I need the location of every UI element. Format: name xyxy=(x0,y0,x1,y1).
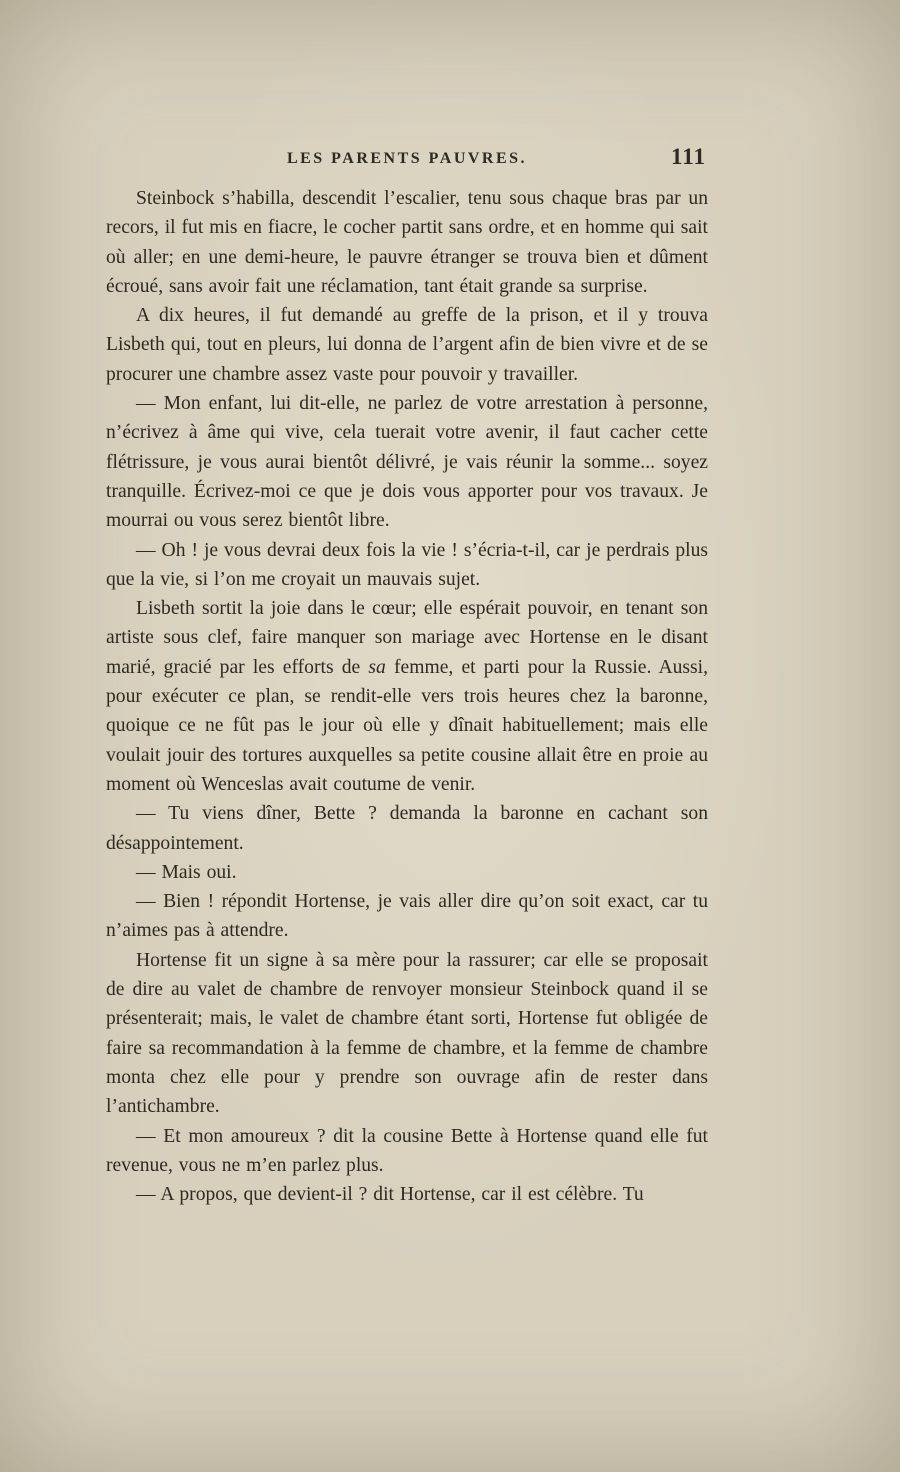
paragraph xyxy=(106,858,708,887)
page-number: 111 xyxy=(671,144,706,169)
text-run: femme, et parti pour la Russie. Aussi, pour exécuter ce plan, se rendit-elle vers trois heures chez la baronne, quoique ce ne fût pas le jour où elle y dînait habituellement; mais elle voulait jouir des tortures auxquelles sa petite cousine allait être en proie au moment où Wenceslas avait coutume de venir. xyxy=(106,656,708,795)
text-block xyxy=(106,184,708,1209)
text-run: A dix heures, il fut demandé au greffe de la prison, et il y trouva Lisbeth qui, tout en pleurs, lui donna de l’argent afin de bien vivre et de se procurer une chambre assez vaste pour pouvoir y travailler. xyxy=(106,305,708,385)
paragraph xyxy=(106,301,708,389)
book-page xyxy=(106,144,708,1209)
paragraph xyxy=(106,887,708,946)
text-run: Hortense fit un signe à sa mère pour la rassurer; car elle se proposait de dire au valet de chambre de renvoyer monsieur Steinbock quand il se présenterait; mais, le valet de chambre étant sorti, Hortense fut obligée de faire sa recommandation à la femme de chambre, et la femme de chambre monta chez elle pour y prendre son ouvrage afin de rester dans l’antichambre. xyxy=(106,949,708,1118)
text-run: Lisbeth sortit la joie dans le cœur; elle espérait pouvoir, en tenant son artiste sous clef, faire manquer son mariage avec Hortense en le disant marié, gracié par les efforts de xyxy=(106,598,708,678)
text-run: — A propos, que devient-il ? dit Hortense, car il est célèbre. Tu xyxy=(136,1184,644,1206)
page-header xyxy=(106,144,708,178)
paragraph xyxy=(106,184,708,301)
paragraph xyxy=(106,536,708,595)
paragraph xyxy=(106,799,708,858)
text-run: — Mon enfant, lui dit-elle, ne parlez de votre arrestation à personne, n’écrivez à âme qui vive, cela tuerait votre avenir, il faut cacher cette flétrissure, je vous aurai bientôt délivré, je vais réunir la somme... soyez tranquille. Écrivez-moi ce que je dois vous apporter pour vos travaux. Je mourrai ou vous serez bientôt libre. xyxy=(106,393,708,532)
italic-run: sa xyxy=(368,656,386,678)
paragraph xyxy=(106,1180,708,1209)
paragraph xyxy=(106,389,708,535)
paragraph xyxy=(106,594,708,799)
paragraph xyxy=(106,946,708,1122)
text-run: — Mais oui. xyxy=(136,861,237,883)
text-run: — Oh ! je vous devrai deux fois la vie ! s’écria-t-il, car je perdrais plus que la vie, si l’on me croyait un mauvais sujet. xyxy=(106,539,708,590)
text-run: — Tu viens dîner, Bette ? demanda la baronne en cachant son désappointement. xyxy=(106,803,708,854)
paragraph xyxy=(106,1122,708,1181)
text-run: — Bien ! répondit Hortense, je vais aller dire qu’on soit exact, car tu n’aimes pas à attendre. xyxy=(106,891,708,942)
running-title: LES PARENTS PAUVRES. xyxy=(286,150,528,167)
text-run: — Et mon amoureux ? dit la cousine Bette à Hortense quand elle fut revenue, vous ne m’en parlez plus. xyxy=(106,1125,708,1176)
text-run: Steinbock s’habilla, descendit l’escalier, tenu sous chaque bras par un recors, il fut mis en fiacre, le cocher partit sans ordre, et en homme qui sait où aller; en une demi-heure, le pauvre étranger se trouva bien et dûment écroué, sans avoir fait une réclamation, tant était grande sa surprise. xyxy=(106,188,708,297)
